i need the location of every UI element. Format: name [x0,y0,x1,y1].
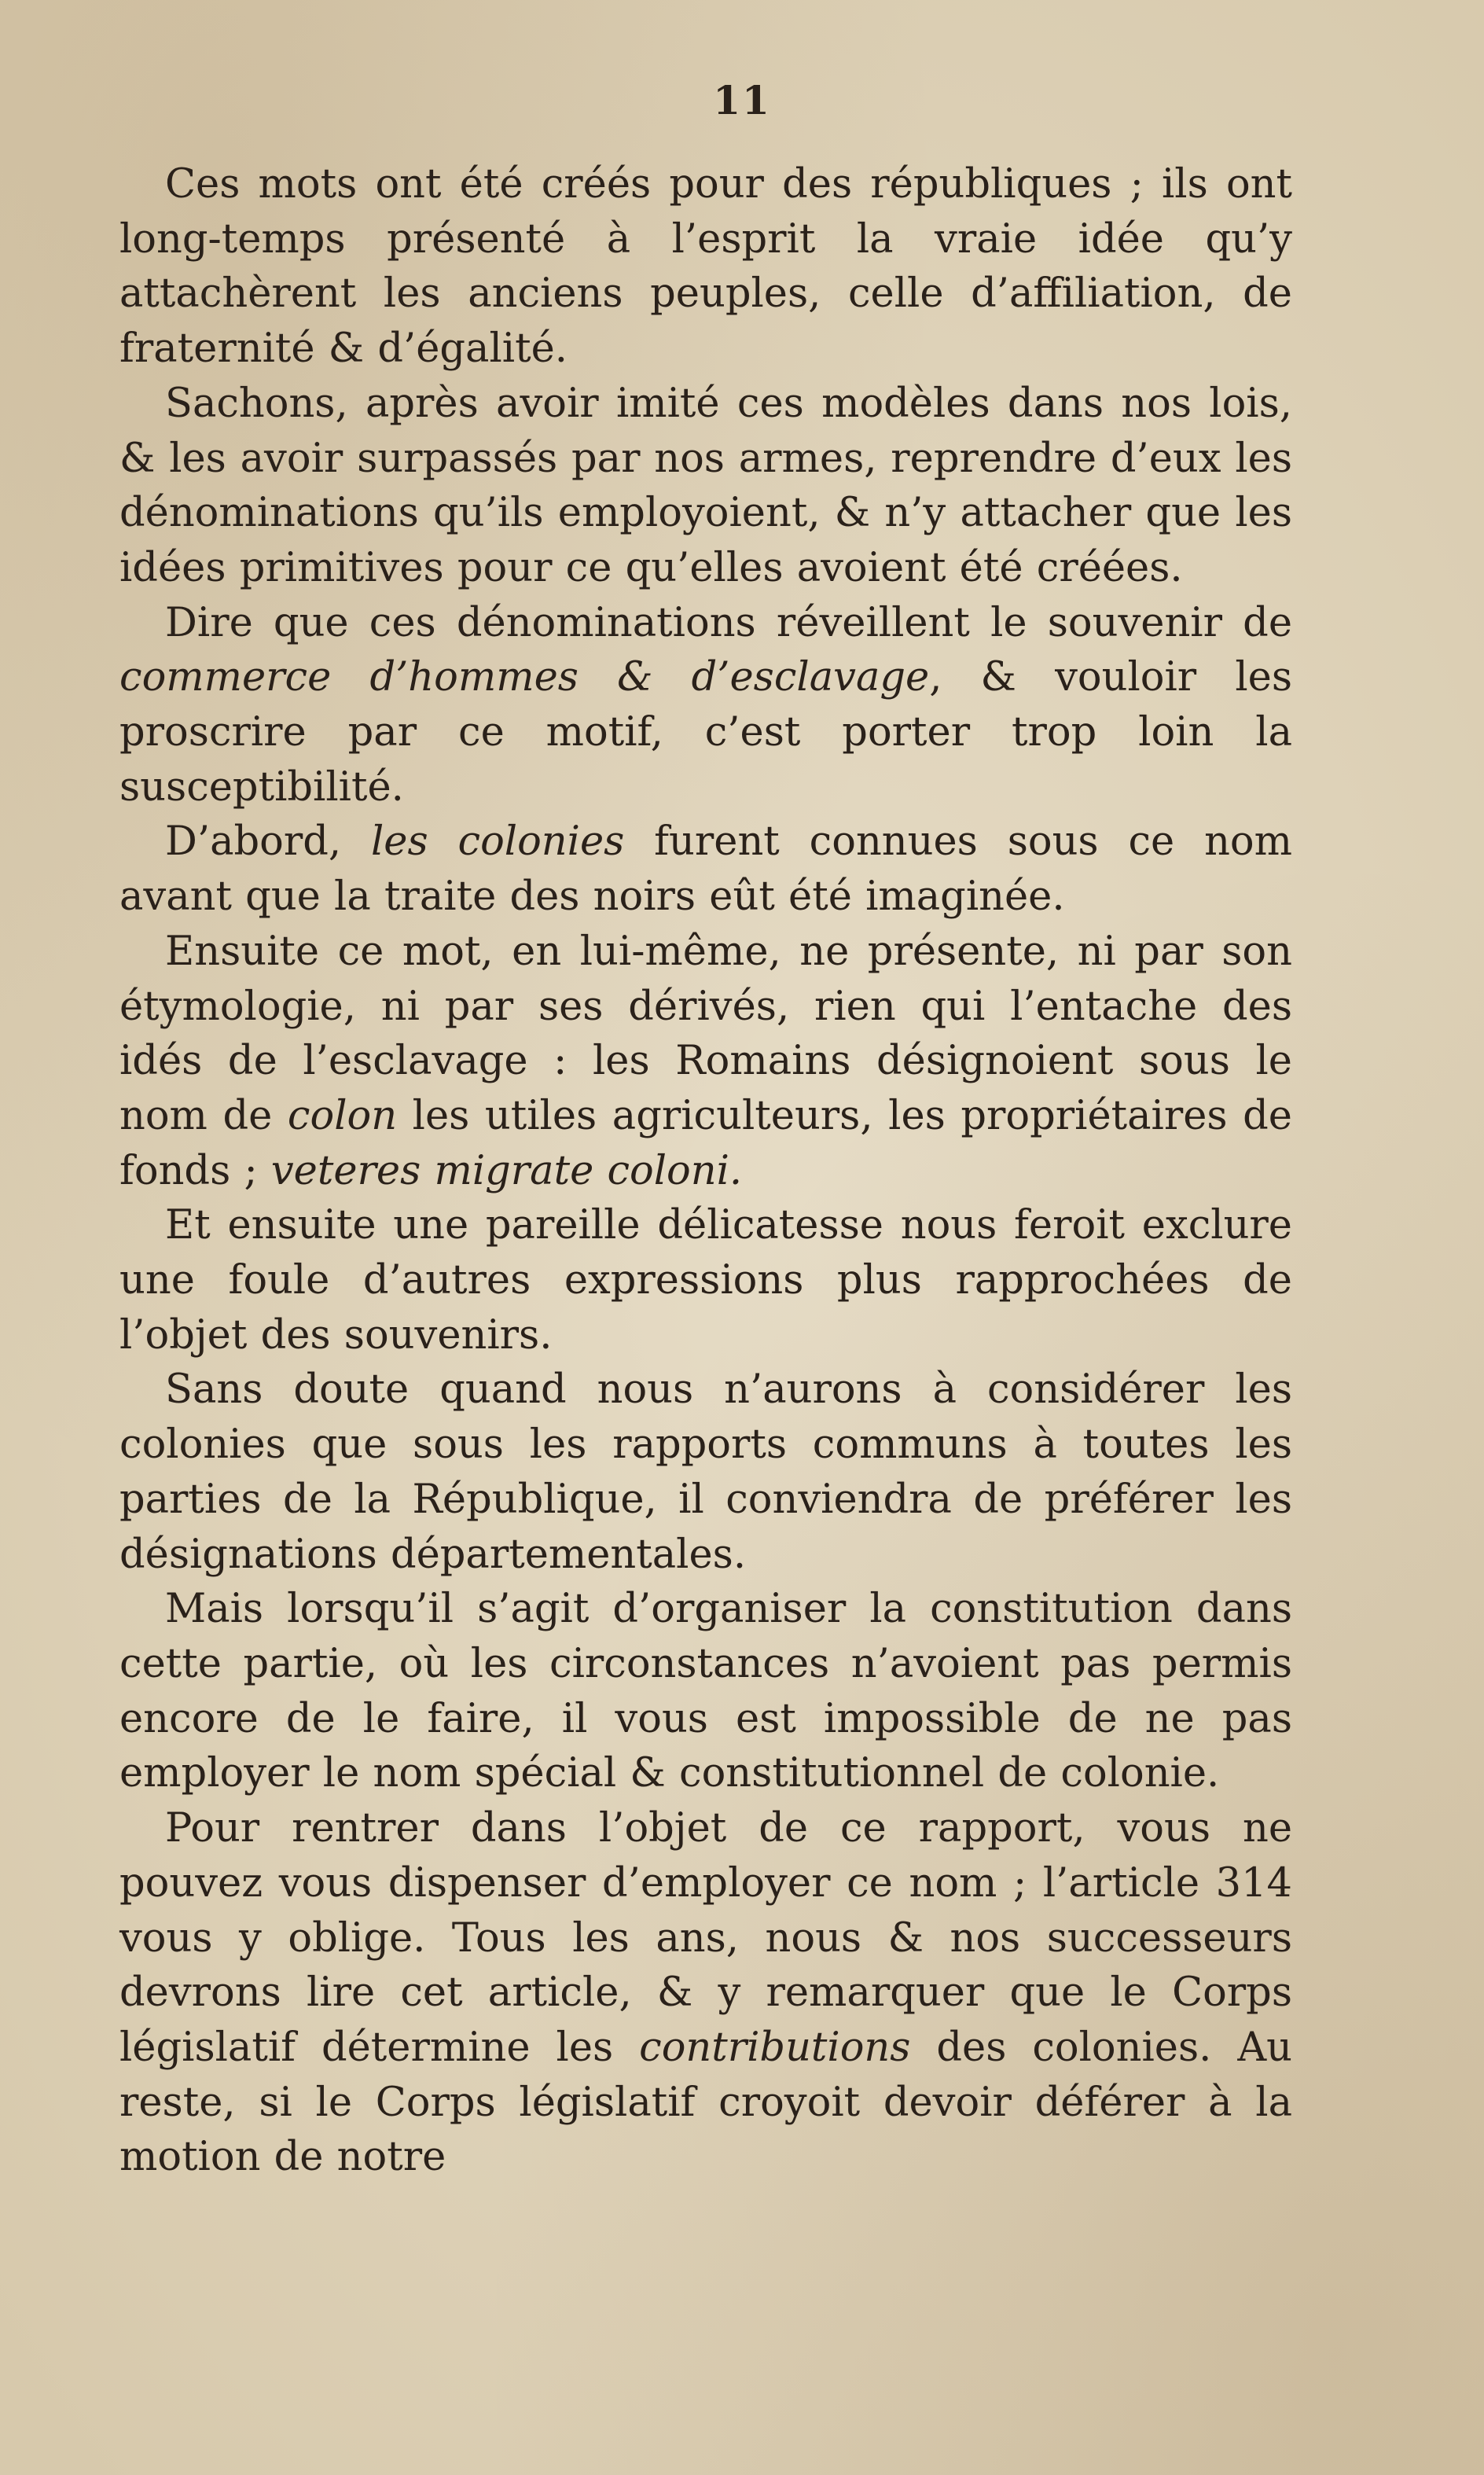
text-run: Ensuite ce mot, en lui-même, ne présente, ni par son étymologie, ni par ses dérivés, rien qui l’entache des idés de l’esclavage : les Romains désignoient sous le nom de [119,928,1292,1139]
text-run: Et ensuite une pareille délicatesse nous feroit exclure une foule d’autres expressions plus rapprochées de l’objet des souvenirs. [119,1202,1292,1359]
italic-text: veteres migrate coloni. [270,1147,743,1194]
italic-text: colon [287,1092,398,1139]
text-body [119,157,1292,2185]
paragraph [119,157,1292,377]
text-run: Pour rentrer dans l’objet de ce rapport, vous ne pouvez vous dispenser d’employer ce nom ; l’article 314 vous y oblige. Tous les ans, nous & nos successeurs devrons lire cet article, & y remarquer que le Corps législatif détermine les [119,1805,1292,2071]
text-run: D’abord, [165,818,371,866]
text-run: Dire que ces dénominations réveillent le souvenir de [165,599,1292,646]
paragraph [119,377,1292,596]
text-run: , & vouloir les proscrire par ce motif, c’est porter trop loin la susceptibilité. [119,654,1292,811]
text-run: des colonies. Au reste, si le Corps législatif croyoit devoir déférer à la motion de notre [119,2024,1292,2181]
text-run: Sachons, après avoir imité ces modèles dans nos lois, & les avoir surpassés par nos armes, reprendre d’eux les dénominations qu’ils employoient, & n’y attacher que les idées primitives pour ce qu’elles avoient été créées. [119,380,1292,591]
paragraph [119,1198,1292,1363]
italic-text: contributions [639,2024,911,2071]
text-run: furent connues sous ce nom avant que la traite des noirs eût été imaginée. [119,818,1292,921]
text-run: Mais lorsqu’il s’agit d’organiser la constitution dans cette partie, où les circonstances n’avoient pas permis encore de le faire, il vous est impossible de ne pas employer le nom spécial & constitutionnel de colonie. [119,1586,1292,1797]
paragraph [119,1582,1292,1801]
page-number: 11 [713,77,771,123]
paragraph [119,815,1292,924]
text-run: Sans doute quand nous n’aurons à considérer les colonies que sous les rapports communs à toutes les parties de la République, il conviendra de préférer les désignations départementales. [119,1366,1292,1578]
text-run: les utiles agriculteurs, les propriétaires de fonds ; [119,1092,1292,1194]
paragraph [119,1363,1292,1582]
italic-text: commerce d’hommes & d’esclavage [119,654,930,701]
paragraph [119,925,1292,1199]
paragraph [119,1801,1292,2185]
text-run: Ces mots ont été créés pour des républiques ; ils ont long-temps présenté à l’esprit la vraie idée qu’y attachèrent les anciens peuples, celle d’affiliation, de fraternité & d’égalité. [119,161,1292,373]
italic-text: les colonies [370,818,625,866]
paragraph [119,596,1292,815]
